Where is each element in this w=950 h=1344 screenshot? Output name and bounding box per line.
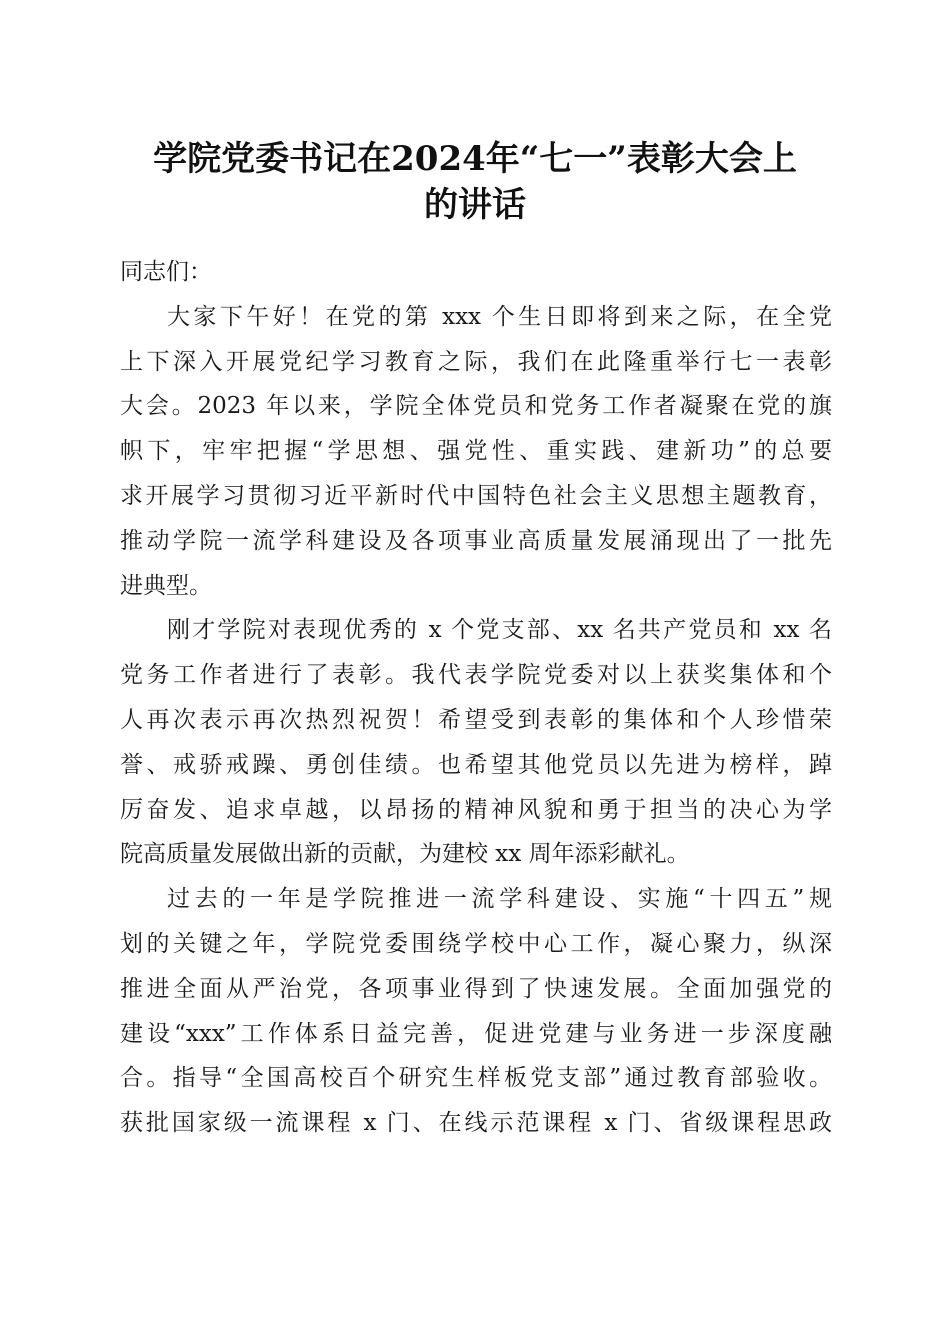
paragraph-line: 大会。2023 年以来，学院全体党员和党务工作者凝聚在党的旗 xyxy=(120,393,832,420)
document-body xyxy=(120,250,832,1146)
paragraph-line: 求开展学习贯彻习近平新时代中国特色社会主义思想主题教育， xyxy=(120,482,832,509)
paragraph-line: 进典型。 xyxy=(120,572,212,599)
paragraph-line: 帜下，牢牢把握“学思想、强党性、重实践、建新功”的总要 xyxy=(120,438,832,465)
title-line: 学院党委书记在2024年“七一”表彰大会上 xyxy=(153,139,797,179)
title-line: 的讲话 xyxy=(424,185,526,225)
paragraph-line: 划的关键之年，学院党委围绕学校中心工作，凝心聚力，纵深 xyxy=(120,930,832,957)
paragraph-line: 合。指导“全国高校百个研究生样板党支部”通过教育部验收。 xyxy=(120,1065,832,1092)
paragraph-line: 大家下午好！在党的第 xxx 个生日即将到来之际，在全党 xyxy=(167,303,832,330)
paragraph-3 xyxy=(120,877,832,1146)
paragraph-2 xyxy=(120,608,832,877)
paragraph-line: 过去的一年是学院推进一流学科建设、实施“十四五”规 xyxy=(167,886,832,913)
paragraph-1 xyxy=(120,295,832,609)
paragraph-line: 获批国家级一流课程 x 门、在线示范课程 x 门、省级课程思政 xyxy=(120,1110,832,1137)
paragraph-line: 建设“xxx”工作体系日益完善，促进党建与业务进一步深度融 xyxy=(120,1020,832,1047)
document-title xyxy=(100,136,850,228)
paragraph-line: 誉、戒骄戒躁、勇创佳绩。也希望其他党员以先进为榜样，踔 xyxy=(120,751,832,778)
paragraph-line: 推进全面从严治党，各项事业得到了快速发展。全面加强党的 xyxy=(120,975,832,1002)
paragraph-line: 党务工作者进行了表彰。我代表学院党委对以上获奖集体和个 xyxy=(120,662,832,689)
paragraph-line: 人再次表示再次热烈祝贺！希望受到表彰的集体和个人珍惜荣 xyxy=(120,706,832,733)
paragraph-line: 推动学院一流学科建设及各项事业高质量发展涌现出了一批先 xyxy=(120,527,832,554)
paragraph-line: 厉奋发、追求卓越，以昂扬的精神风貌和勇于担当的决心为学 xyxy=(120,796,832,823)
paragraph-line: 上下深入开展党纪学习教育之际，我们在此隆重举行七一表彰 xyxy=(120,348,832,375)
paragraph-line: 院高质量发展做出新的贡献，为建校 xx 周年添彩献礼。 xyxy=(120,841,690,868)
salutation: 同志们： xyxy=(120,259,212,285)
paragraph-line: 刚才学院对表现优秀的 x 个党支部、xx 名共产党员和 xx 名 xyxy=(167,617,832,644)
